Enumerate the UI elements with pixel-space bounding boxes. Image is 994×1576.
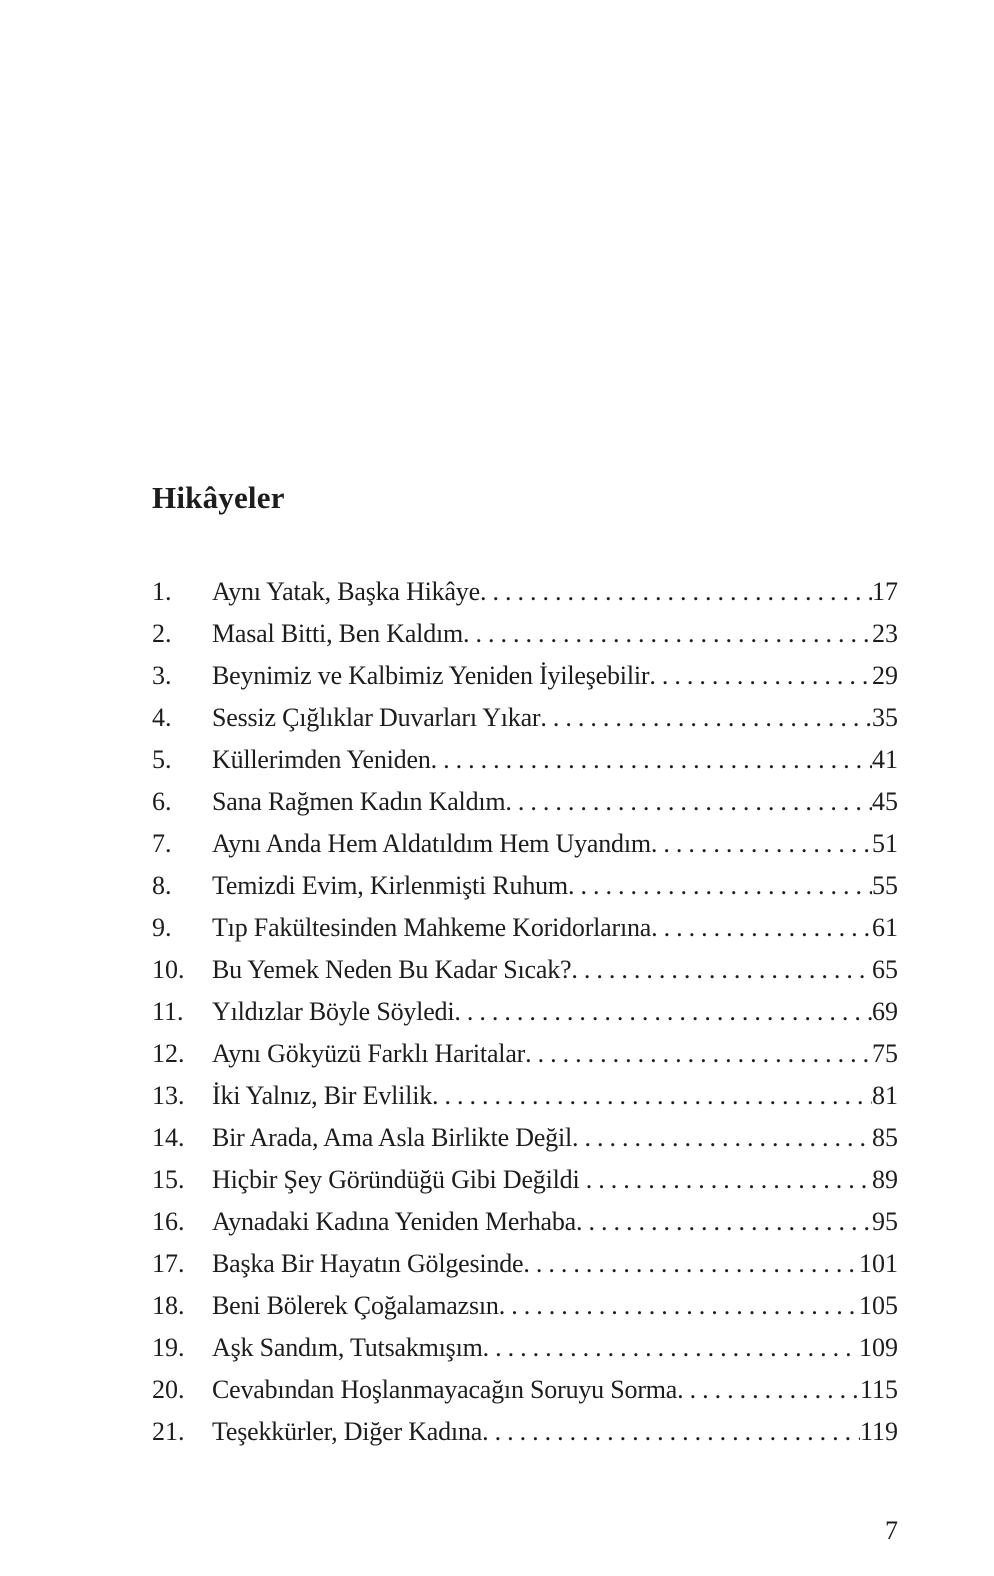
- dot-leader: [523, 1243, 859, 1285]
- entry-page: 55: [872, 871, 898, 900]
- entry-number: 15.: [152, 1165, 185, 1194]
- entry-number: 2.: [152, 619, 172, 648]
- entry-page: 85: [872, 1123, 898, 1152]
- entry-title: Aşk Sandım, Tutsakmışım: [212, 1333, 483, 1362]
- entry-title: Başka Bir Hayatın Gölgesinde: [212, 1249, 524, 1278]
- toc-entry: [152, 1285, 898, 1327]
- dot-leader: [540, 697, 872, 739]
- entry-title: Sana Rağmen Kadın Kaldım: [212, 787, 506, 816]
- entry-page: 105: [859, 1291, 898, 1320]
- entry-number: 9.: [152, 913, 172, 942]
- entry-page: 101: [859, 1249, 898, 1278]
- entry-page: 115: [859, 1375, 898, 1404]
- toc-entry: [152, 655, 898, 697]
- entry-page: 17: [872, 577, 898, 606]
- entry-number: 18.: [152, 1291, 185, 1320]
- entry-title: Küllerimden Yeniden: [212, 745, 431, 774]
- dot-leader: [454, 991, 872, 1033]
- toc-entry: [152, 781, 898, 823]
- toc-entry: [152, 1243, 898, 1285]
- entry-number: 14.: [152, 1123, 185, 1152]
- dot-leader: [499, 1285, 859, 1327]
- page-number: 7: [885, 1516, 898, 1545]
- entry-page: 61: [872, 913, 898, 942]
- toc-entry: [152, 949, 898, 991]
- entry-page: 89: [872, 1165, 898, 1194]
- entry-title: Aynı Gökyüzü Farklı Haritalar: [212, 1039, 526, 1068]
- toc-entry: [152, 697, 898, 739]
- dot-leader: [432, 1075, 872, 1117]
- toc-entry: [152, 739, 898, 781]
- entry-page: 95: [872, 1207, 898, 1236]
- dot-leader: [571, 949, 872, 991]
- entry-title: Beynimiz ve Kalbimiz Yeniden İyileşebilir: [212, 661, 650, 690]
- entry-title: Beni Bölerek Çoğalamazsın: [212, 1291, 499, 1320]
- dot-leader: [482, 1411, 860, 1453]
- entry-number: 7.: [152, 829, 172, 858]
- dot-leader: [483, 1327, 859, 1369]
- entry-page: 35: [872, 703, 898, 732]
- entry-number: 1.: [152, 577, 172, 606]
- entry-number: 4.: [152, 703, 172, 732]
- entry-page: 45: [872, 787, 898, 816]
- entry-page: 75: [872, 1039, 898, 1068]
- toc-entry: [152, 1075, 898, 1117]
- entry-page: 69: [872, 997, 898, 1026]
- entry-number: 13.: [152, 1081, 185, 1110]
- toc-entry: [152, 823, 898, 865]
- entry-title: Bu Yemek Neden Bu Kadar Sıcak?: [212, 955, 572, 984]
- dot-leader: [651, 823, 872, 865]
- entry-page: 119: [859, 1417, 898, 1446]
- entry-page: 29: [872, 661, 898, 690]
- toc-list: [152, 571, 898, 1453]
- section-heading: Hikâyeler: [152, 480, 285, 515]
- entry-title: Bir Arada, Ama Asla Birlikte Değil: [212, 1123, 573, 1152]
- entry-title: Teşekkürler, Diğer Kadına: [212, 1417, 483, 1446]
- entry-title: Aynı Anda Hem Aldatıldım Hem Uyandım: [212, 829, 651, 858]
- entry-title: Tıp Fakültesinden Mahkeme Koridorlarına: [212, 913, 652, 942]
- entry-title: İki Yalnız, Bir Evlilik: [212, 1081, 433, 1110]
- toc-entry: [152, 613, 898, 655]
- entry-number: 12.: [152, 1039, 185, 1068]
- entry-page: 51: [872, 829, 898, 858]
- toc-entry: [152, 571, 898, 613]
- entry-page: 81: [872, 1081, 898, 1110]
- entry-title: Sessiz Çığlıklar Duvarları Yıkar: [212, 703, 541, 732]
- dot-leader: [505, 781, 872, 823]
- entry-page: 65: [872, 955, 898, 984]
- toc-entry: [152, 1201, 898, 1243]
- dot-leader: [677, 1369, 860, 1411]
- toc-entry: [152, 1117, 898, 1159]
- entry-number: 6.: [152, 787, 172, 816]
- dot-leader: [586, 1159, 872, 1201]
- dot-leader: [463, 613, 872, 655]
- entry-title: Temizdi Evim, Kirlenmişti Ruhum: [212, 871, 568, 900]
- entry-title: Aynadaki Kadına Yeniden Merhaba: [212, 1207, 576, 1236]
- toc-entry: [152, 907, 898, 949]
- entry-title: Hiçbir Şey Göründüğü Gibi Değildi: [212, 1165, 586, 1194]
- entry-page: 109: [859, 1333, 898, 1362]
- entry-page: 41: [872, 745, 898, 774]
- toc-entry: [152, 1033, 898, 1075]
- entry-number: 21.: [152, 1417, 185, 1446]
- dot-leader: [649, 655, 872, 697]
- entry-page: 23: [872, 619, 898, 648]
- dot-leader: [525, 1033, 872, 1075]
- entry-number: 5.: [152, 745, 172, 774]
- toc-entry: [152, 1159, 898, 1201]
- dot-leader: [572, 1117, 872, 1159]
- entry-title: Aynı Yatak, Başka Hikâye: [212, 577, 480, 606]
- entry-title: Cevabından Hoşlanmayacağın Soruyu Sorma: [212, 1375, 678, 1404]
- entry-number: 16.: [152, 1207, 185, 1236]
- entry-number: 20.: [152, 1375, 185, 1404]
- toc-entry: [152, 1369, 898, 1411]
- toc-entry: [152, 865, 898, 907]
- dot-leader: [651, 907, 872, 949]
- entry-number: 19.: [152, 1333, 185, 1362]
- entry-number: 17.: [152, 1249, 185, 1278]
- dot-leader: [480, 571, 872, 613]
- dot-leader: [431, 739, 872, 781]
- entry-number: 10.: [152, 955, 185, 984]
- dot-leader: [576, 1201, 872, 1243]
- toc-entry: [152, 1327, 898, 1369]
- toc-entry: [152, 991, 898, 1033]
- toc-entry: [152, 1411, 898, 1453]
- entry-number: 11.: [152, 997, 184, 1026]
- entry-number: 3.: [152, 661, 172, 690]
- dot-leader: [568, 865, 872, 907]
- entry-number: 8.: [152, 871, 172, 900]
- entry-title: Masal Bitti, Ben Kaldım: [212, 619, 464, 648]
- entry-title: Yıldızlar Böyle Söyledi: [212, 997, 455, 1026]
